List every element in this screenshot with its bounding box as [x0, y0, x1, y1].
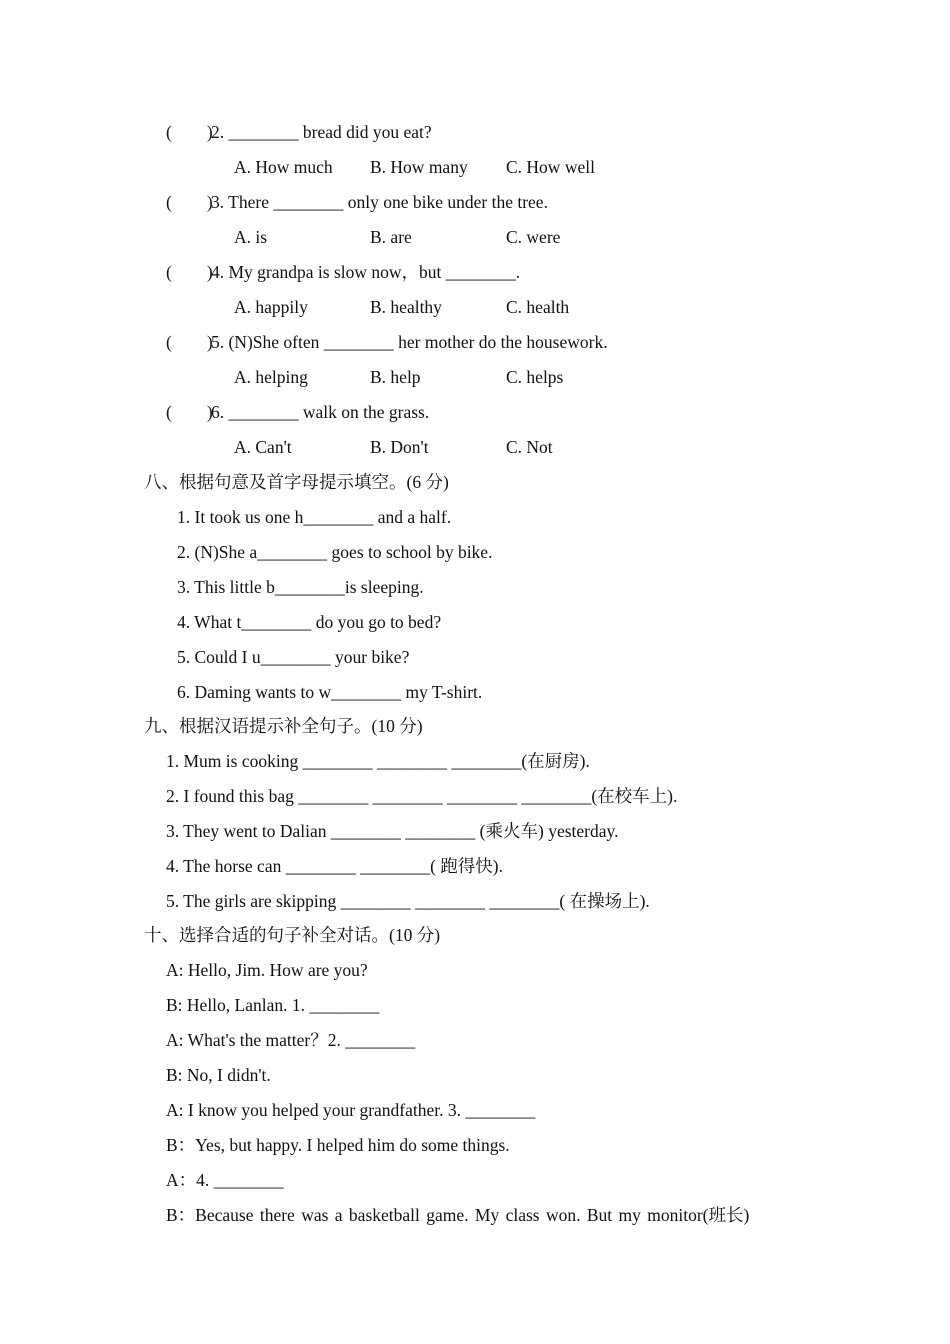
dialogue-line[interactable]: A：4. ________	[166, 1170, 284, 1190]
translation-item[interactable]: 2. I found this bag ________ ________ ________ ________(在校车上).	[166, 786, 678, 806]
answer-blank[interactable]: ( )	[166, 332, 213, 352]
translation-item[interactable]: 5. The girls are skipping ________ ________ ________( 在操场上).	[166, 891, 650, 911]
fill-item[interactable]: 1. It took us one h________ and a half.	[177, 507, 452, 527]
question-stem: 5. (N)She often ________ her mother do the housework.	[211, 332, 608, 352]
question-stem: 2. ________ bread did you eat?	[211, 122, 432, 142]
option-c: C. How well	[506, 157, 595, 177]
dialogue-line: B: No, I didn't.	[166, 1065, 271, 1085]
option-b: B. are	[370, 227, 412, 247]
answer-blank[interactable]: ( )	[166, 262, 213, 282]
translation-item[interactable]: 3. They went to Dalian ________ ________ (乘火车) yesterday.	[166, 821, 619, 841]
question-stem: 6. ________ walk on the grass.	[211, 402, 430, 422]
translation-item[interactable]: 1. Mum is cooking ________ ________ ________(在厨房).	[166, 751, 590, 771]
dialogue-line[interactable]: B: Hello, Lanlan. 1. ________	[166, 995, 380, 1015]
option-b: B. How many	[370, 157, 468, 177]
dialogue-line[interactable]: A: I know you helped your grandfather. 3. ________	[166, 1100, 536, 1120]
fill-item[interactable]: 4. What t________ do you go to bed?	[177, 612, 442, 632]
option-c: C. Not	[506, 437, 553, 457]
option-b: B. Don't	[370, 437, 429, 457]
answer-blank[interactable]: ( )	[166, 192, 213, 212]
question-stem: 3. There ________ only one bike under the tree.	[211, 192, 548, 212]
option-c: C. health	[506, 297, 570, 317]
option-c: C. were	[506, 227, 561, 247]
option-c: C. helps	[506, 367, 564, 387]
dialogue-line: B：Because there was a basketball game. My class won. But my monitor(班长)	[166, 1205, 750, 1225]
option-a: A. helping	[234, 367, 308, 387]
answer-blank[interactable]: ( )	[166, 402, 213, 422]
fill-item[interactable]: 2. (N)She a________ goes to school by bike.	[177, 542, 493, 562]
dialogue-line[interactable]: A: What's the matter？2. ________	[166, 1030, 416, 1050]
option-a: A. How much	[234, 157, 333, 177]
option-a: A. is	[234, 227, 268, 247]
fill-item[interactable]: 6. Daming wants to w________ my T-shirt.	[177, 682, 483, 702]
fill-item[interactable]: 3. This little b________is sleeping.	[177, 577, 424, 597]
option-b: B. healthy	[370, 297, 442, 317]
section-heading: 十、选择合适的句子补全对话。(10 分)	[144, 925, 441, 945]
fill-item[interactable]: 5. Could I u________ your bike?	[177, 647, 410, 667]
dialogue-line: B：Yes, but happy. I helped him do some things.	[166, 1135, 510, 1155]
question-stem: 4. My grandpa is slow now，but ________.	[211, 262, 521, 282]
translation-item[interactable]: 4. The horse can ________ ________( 跑得快).	[166, 856, 503, 876]
answer-blank[interactable]: ( )	[166, 122, 213, 142]
option-b: B. help	[370, 367, 421, 387]
dialogue-line: A: Hello, Jim. How are you?	[166, 960, 368, 980]
section-heading: 八、根据句意及首字母提示填空。(6 分)	[144, 472, 449, 492]
option-a: A. Can't	[234, 437, 292, 457]
section-heading: 九、根据汉语提示补全句子。(10 分)	[144, 716, 423, 736]
option-a: A. happily	[234, 297, 308, 317]
